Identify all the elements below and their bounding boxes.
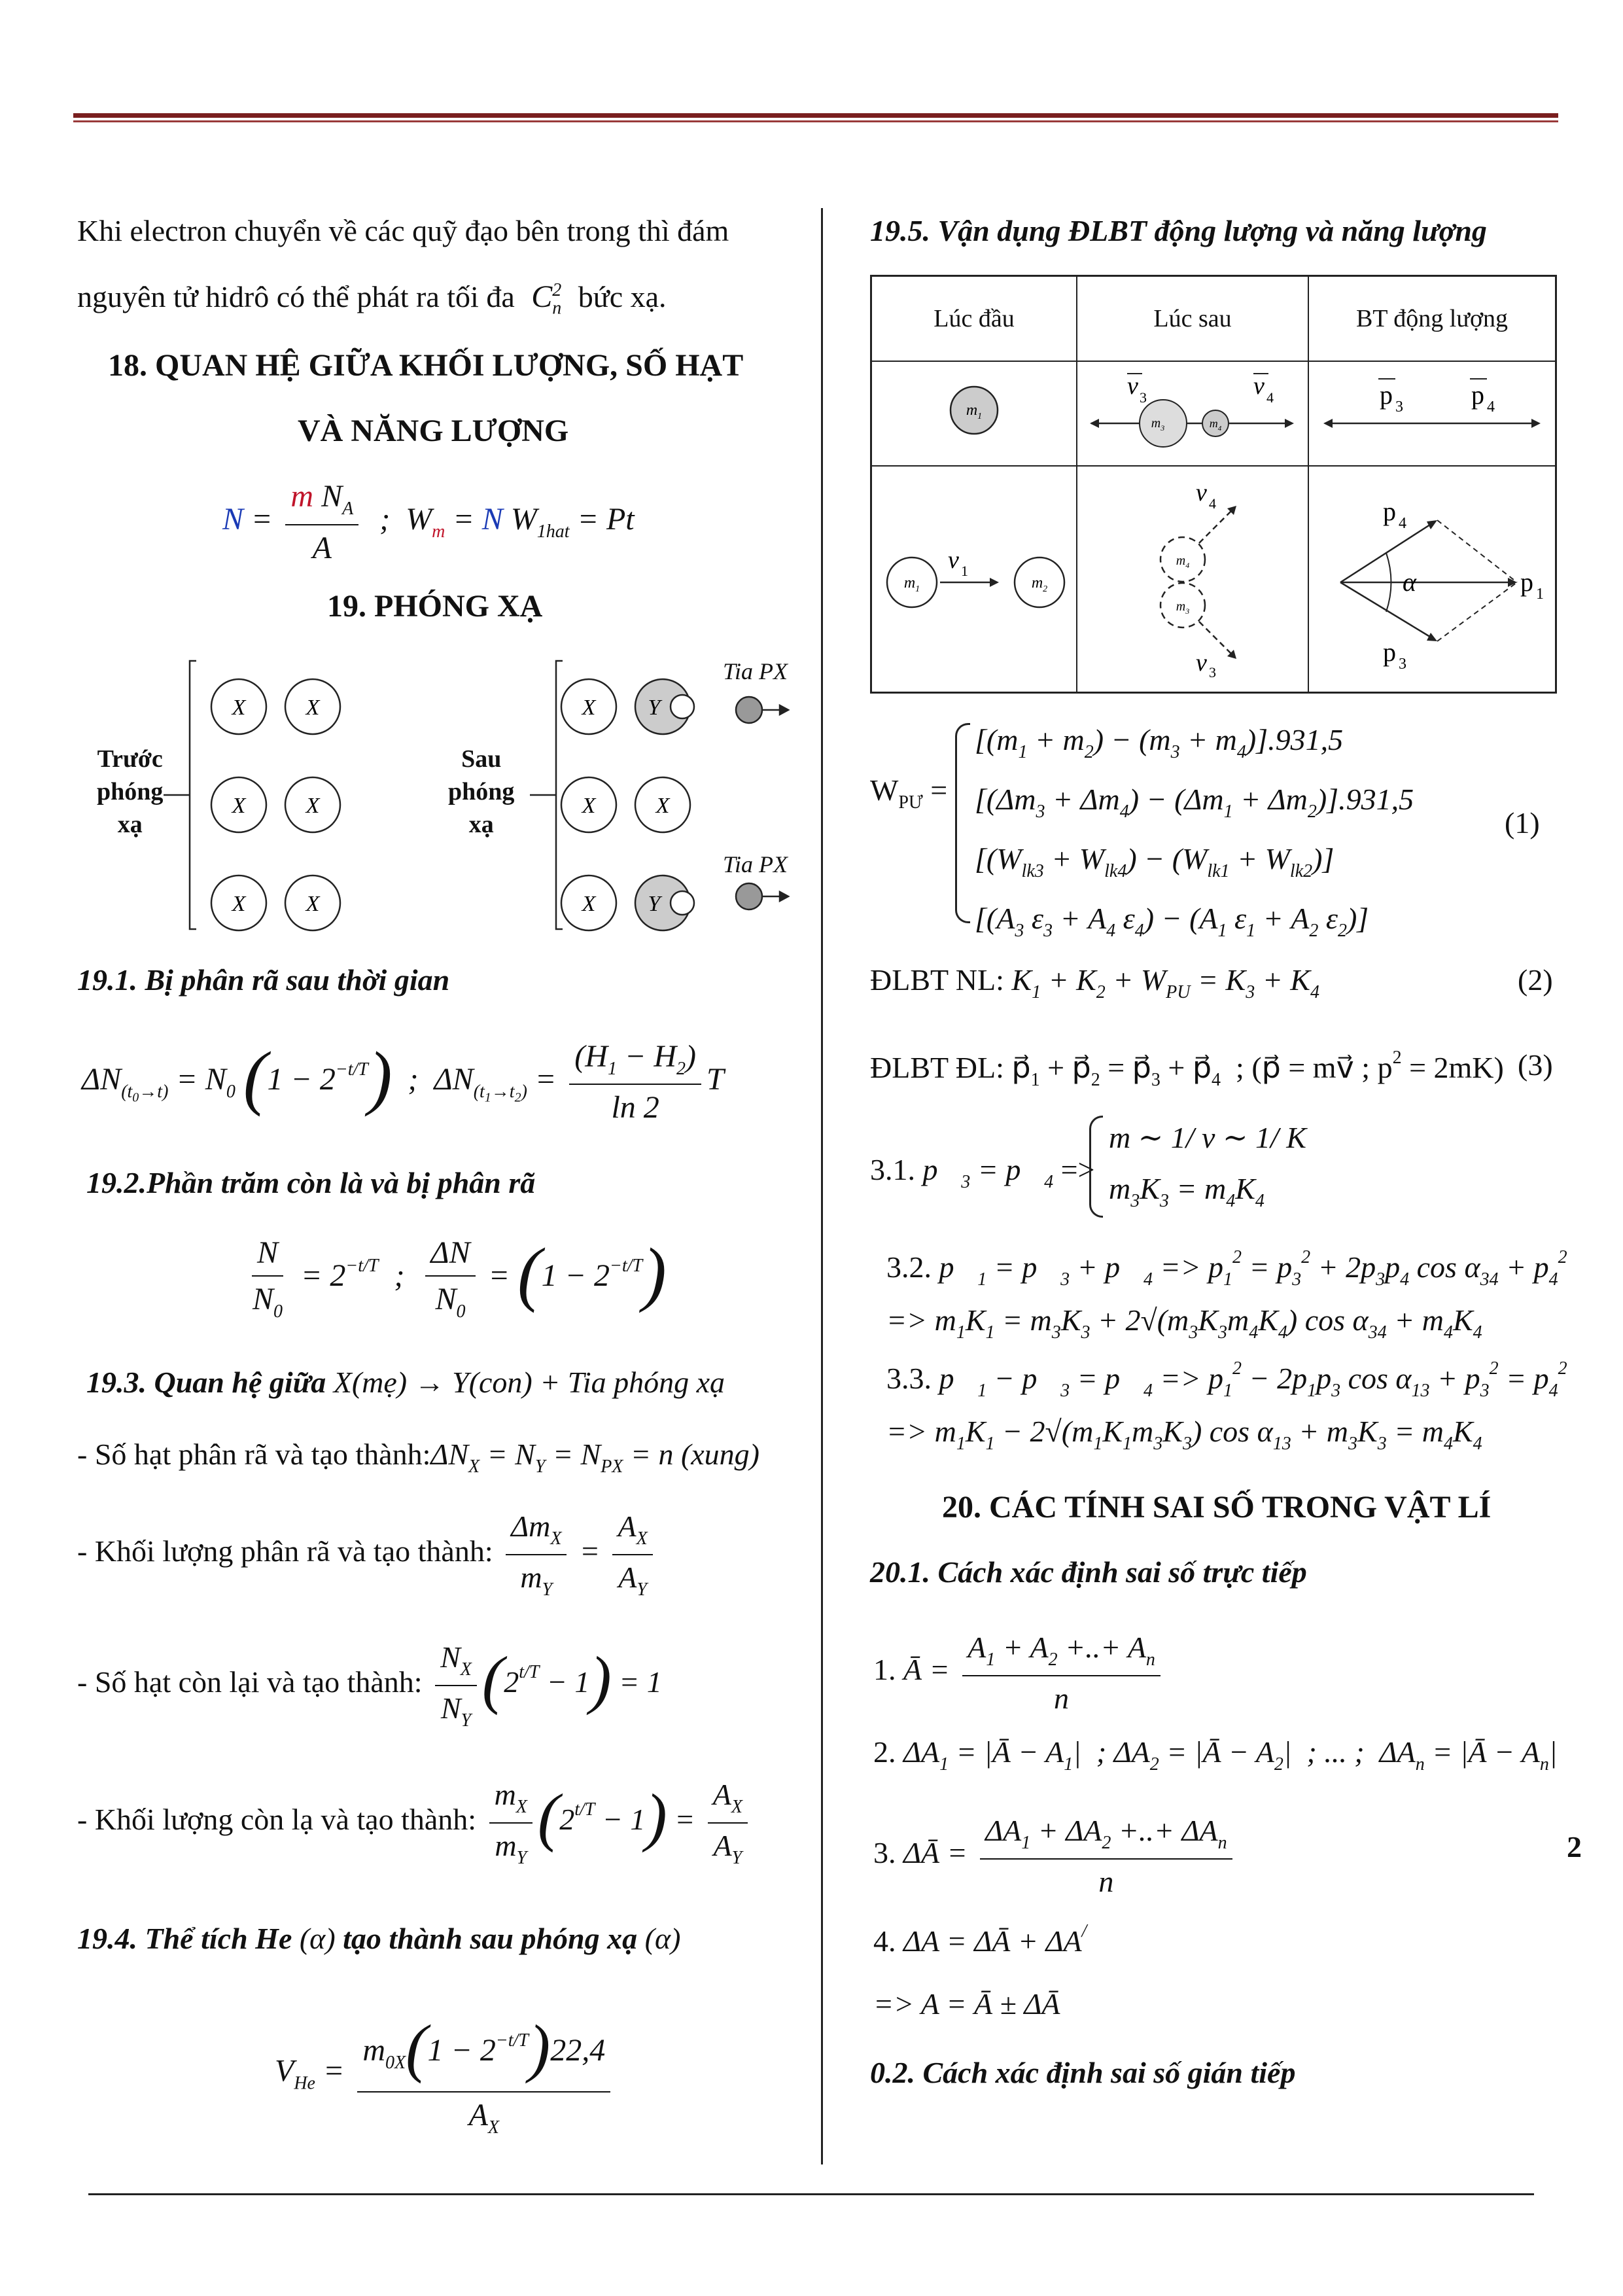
momentum-table: [870, 275, 1557, 694]
diagram-before-3: xạ: [117, 811, 143, 838]
eq2-text: ĐLBT NL:: [870, 963, 1004, 997]
eq3-line: ĐLBT ĐL: $p⃗_1$ + $p⃗_2$ = $p⃗_3$ + $p⃗_4$ ; (p⃗ = mv⃗ ; $p^2 = 2mK$): [870, 1048, 1504, 1090]
svg-text:X: X: [582, 892, 596, 916]
case-3-2-line1: 3.2. $p⃗_1$ = $p⃗_3$ + $p⃗_4 => p_1^2 = p_3^2 + 2p_3p_4$ $\cos \alpha_{34} + p_4^2$: [886, 1247, 1567, 1290]
error-formula-4: 4. ΔA = ΔĀ + ΔA/: [873, 1921, 1087, 1958]
svg-text:p: p: [1383, 637, 1396, 667]
footer-rule: [88, 2193, 1534, 2195]
svg-text:X: X: [232, 794, 246, 818]
heading-19-3b: X(mẹ) → Y(con) + Tia phóng xạ: [333, 1366, 725, 1399]
heading-19-4b: tạo thành sau phóng xạ: [343, 1922, 638, 1955]
svg-text:v: v: [1196, 478, 1207, 506]
svg-text:p: p: [1380, 380, 1393, 410]
formula-wpu-brace: [955, 723, 970, 923]
table-header-after: Lúc sau: [1077, 276, 1308, 361]
diagram-after-label: [448, 743, 514, 841]
case-3-1-brace: [1089, 1116, 1103, 1218]
svg-text:4: 4: [1209, 495, 1216, 512]
column-divider: [821, 208, 823, 2164]
intro-text-line2b: bức xạ.: [578, 280, 667, 313]
line-remaining-count: - Số hạt còn lại và tạo thành: $\frac{N_X}{N_Y}$ $(2^{t/T} - 1) = 1$: [77, 1640, 662, 1731]
case-3-1-cases: m ∼ 1/ v ∼ 1/ K $m_3K_3 = m_4K_4$: [1109, 1121, 1306, 1211]
svg-text:X: X: [655, 794, 670, 818]
eq2-line: ĐLBT NL: $K_1 + K_2 + W_{PU} = K_3 + K_4$: [870, 963, 1319, 1002]
svg-text:p: p: [1471, 380, 1484, 410]
table-header-initial: Lúc đầu: [871, 276, 1077, 361]
intro-text-line2: nguyên tử hidrô có thể phát ra tối đa $C_n^2$ bức xạ.: [77, 279, 667, 319]
svg-text:m1: $m_1$: [903, 574, 920, 594]
svg-text:m2: $m_2$: [1031, 574, 1048, 594]
intro-text-line1: Khi electron chuyển về các quỹ đạo bên trong thì đám: [77, 214, 729, 247]
svg-text:X: X: [305, 696, 320, 720]
diagram-before-2: phóng: [97, 778, 164, 805]
svg-text:X: X: [305, 892, 320, 916]
svg-text:4: 4: [1487, 398, 1495, 415]
svg-text:v: v: [1196, 648, 1207, 677]
diagram-after-1: Sau: [461, 745, 502, 773]
svg-text:α: α: [1403, 567, 1416, 597]
heading-20-2: 0.2. Cách xác định sai số gián tiếp: [870, 2056, 1296, 2089]
svg-text:1: 1: [961, 562, 968, 579]
svg-text:4: 4: [1266, 389, 1274, 406]
eq1-label: (1): [1505, 806, 1540, 839]
case-3-2-line2: => $m_1K_1 = m_3K_3 + 2√(m_3K_3m_4K_4)$ $\cos \alpha_{34} + m_4K_4$: [886, 1303, 1482, 1343]
svg-text:m3: $m_3$: [1151, 415, 1165, 433]
svg-text:3: 3: [1209, 663, 1216, 677]
heading-19-4: 19.4. Thể tích He (α) tạo thành sau phóng xạ (α): [77, 1922, 681, 1955]
diagram-after-2: phóng: [448, 778, 515, 805]
table-header-momentum: BT động lượng: [1308, 276, 1556, 361]
table-cell-momentum-2: [1308, 466, 1556, 693]
heading-18-line1: 18. QUAN HỆ GIỮA KHỐI LƯỢNG, SỐ HẠT: [108, 348, 744, 383]
eq3-text: ĐLBT ĐL:: [870, 1051, 1004, 1084]
svg-text:4: 4: [1399, 514, 1406, 532]
svg-text:3: 3: [1140, 389, 1147, 406]
line-remaining-mass-label: - Khối lượng còn lạ và tạo thành:: [77, 1803, 477, 1837]
diagram-before-1: Trước: [97, 745, 163, 773]
line-remaining-mass: - Khối lượng còn lạ và tạo thành: $\frac{m_X}{m_Y}$ $(2^{t/T} - 1)$ = $\frac{A_X}{A_Y}$: [77, 1776, 753, 1869]
heading-19: 19. PHÓNG XẠ: [327, 589, 543, 624]
svg-text:p: p: [1520, 567, 1533, 597]
svg-text:m3: $m_3$: [1176, 599, 1190, 616]
svg-text:v: v: [1253, 372, 1265, 400]
formula-he-volume: $V_{He}$ = $\frac{m_{0X}(1 - 2^{-t/T})22,4}{A_X}$: [275, 2009, 616, 2139]
case-3-3-line1: 3.3. $p⃗_1$ − $p⃗_3$ = $p⃗_4 => p_1^2 - 2p_1p_3$ $\cos \alpha_{13} + p_3^2 = p_4^2$: [886, 1358, 1567, 1401]
formula-decay-time: $\Delta N_{(t_0\to t)} = N_0$ $(1 - 2^{-t/T})$ ; $\Delta N_{(t_1\to t_2)}$ = $\frac{(H_1 - H_2)}{\ln 2}$ T: [82, 1037, 724, 1125]
eq3-label: (3): [1518, 1048, 1553, 1082]
diagram-before-label: [97, 743, 163, 841]
table-cell-after-2: [1077, 466, 1308, 693]
eq2-label: (2): [1518, 963, 1553, 997]
diagram-ray-top: Tia PX: [723, 658, 788, 684]
svg-text:X: X: [232, 892, 246, 916]
formula-n-wm: N = $\frac{m N_A}{A}$ ; $W_m = N$ $W_{1hat} = Pt$: [222, 479, 635, 565]
svg-text:X: X: [582, 794, 596, 818]
diagram-after-3: xạ: [468, 811, 494, 838]
heading-20: 20. CÁC TÍNH SAI SỐ TRONG VẬT LÍ: [942, 1490, 1492, 1525]
svg-text:m1: $m_1$: [966, 401, 983, 421]
svg-text:m4: $m_4$: [1209, 416, 1222, 433]
error-formula-2: 2. $\Delta A_1$ = |Ā − $A_1|$ ; $\Delta A_2$ = |Ā − $A_2|$ ; ... ; $\Delta A_n$ = |Ā − $A_n|$: [873, 1735, 1558, 1775]
line-particle-count-delta: ΔN: [430, 1438, 469, 1471]
header-rule: [73, 113, 1558, 118]
line-particle-count: - Số hạt phân rã và tạo $thành:\Delta N_X = N_Y = N_{PX} = n$ (xung): [77, 1438, 760, 1477]
svg-text:3: 3: [1399, 655, 1406, 673]
heading-19-3a: 19.3. Quan hệ giữa: [86, 1366, 326, 1399]
svg-text:m4: $m_4$: [1176, 553, 1190, 570]
svg-text:Y: Y: [648, 892, 661, 916]
table-cell-momentum-1: [1308, 361, 1556, 466]
formula-wpu-cases: $[(m_1 + m_2) - (m_3 + m_4)].931,5$ $[(\Delta m_3 + \Delta m_4) - (\Delta m_1 + \Delta m_2)].931,5$ $[(W_{lk3} + W_{lk4}) - (W_{lk1} + W_{lk2})]$ [($A_3$ $\varepsilon_3 + A_4$ $\varepsilon_4) - (A_1$ $\varepsilon_1 + A_2$ $\varepsilon_2$)]: [975, 723, 1414, 941]
svg-text:3: 3: [1395, 398, 1403, 415]
svg-text:1: 1: [1536, 585, 1544, 603]
svg-text:X: X: [232, 696, 246, 720]
header-rule-thin: [73, 120, 1558, 122]
formula-percentage: $\frac{N}{N_0}$ = $2^{-t/T}$ ; $\frac{\Delta N}{N_0}$ = $(1 - 2^{-t/T})$: [253, 1233, 667, 1322]
svg-text:X: X: [305, 794, 320, 818]
heading-19-3: [86, 1364, 725, 1400]
heading-19-5: 19.5. Vận dụng ĐLBT động lượng và năng lượng: [870, 214, 1487, 247]
error-formula-3: 3. ΔĀ = $\frac{\Delta A_1 + \Delta A_2 +..+ \Delta A_n}{n}$: [873, 1812, 1238, 1899]
line-particle-count-label: - Số hạt phân rã và tạo thành:: [77, 1438, 431, 1471]
svg-text:Y: Y: [648, 696, 661, 720]
line-remaining-count-label: - Số hạt còn lại và tạo thành:: [77, 1665, 423, 1699]
case-3-1: 3.1. $p⃗_3$ = $p⃗_4$ =>: [870, 1153, 1095, 1192]
heading-20-1: 20.1. Cách xác định sai số trực tiếp: [870, 1555, 1307, 1589]
svg-text:v: v: [948, 546, 959, 574]
line-mass-decay: - Khối lượng phân rã và tạo thành: $\frac{\Delta m_X}{m_Y}$ = $\frac{A_X}{A_Y}$: [77, 1508, 658, 1600]
heading-19-2: 19.2.Phần trăm còn là và bị phân rã: [86, 1166, 536, 1199]
diagram-ray-bottom: Tia PX: [723, 851, 788, 877]
svg-text:v: v: [1127, 372, 1138, 400]
formula-wpu-label: $W_{PƯ}$ =: [870, 773, 948, 813]
error-formula-1: 1. Ā = $\frac{A_1 + A_2 +..+ A_n}{n}$: [873, 1629, 1166, 1716]
table-cell-after-1: [1077, 361, 1308, 466]
intro-text-line2a: nguyên tử hidrô có thể phát ra tối đa: [77, 280, 515, 313]
table-cell-initial-2: [871, 466, 1077, 693]
page-number: 2: [1567, 1830, 1582, 1863]
heading-19-4a: 19.4. Thể tích He: [77, 1922, 292, 1955]
error-formula-5: => A = Ā ± ΔĀ: [873, 1987, 1060, 2021]
heading-18-line2: VÀ NĂNG LƯỢNG: [298, 414, 569, 448]
svg-text:X: X: [582, 696, 596, 720]
svg-text:p: p: [1383, 496, 1396, 526]
heading-19-1: 19.1. Bị phân rã sau thời gian: [77, 963, 450, 997]
case-3-3-line2: => $m_1K_1 - 2√(m_1K_1m_3K_3)$ $\cos \alpha_{13} + m_3K_3 = m_4K_4$: [886, 1415, 1482, 1454]
line-mass-decay-label: - Khối lượng phân rã và tạo thành:: [77, 1534, 493, 1568]
table-cell-initial-1: [871, 361, 1077, 466]
